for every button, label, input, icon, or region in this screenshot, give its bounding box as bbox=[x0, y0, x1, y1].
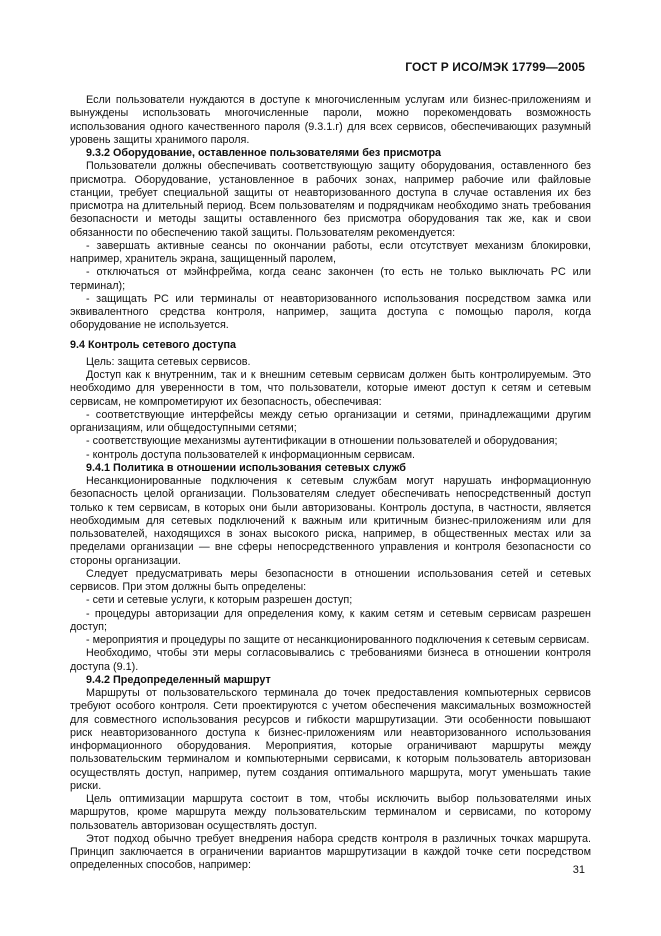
paragraph: Цель: защита сетевых сервисов. bbox=[86, 355, 251, 368]
paragraph: Несанкционированные подключения к сетевым службам могут нарушать информационную безопасность целой организации. Пользователям следует обеспечивать непосредственный доступ только к тем сервисам, в которых они были авторизованы. Контроль доступа, в частности, является необходимым для сетевых подключений к важным или критичным бизнес-приложениям или для пользователей, находящихся в зонах высокого риска, например, в общественных местах или за пределами организации — вне сферы непосредственного управления и контроля безопасности со стороны организации. bbox=[70, 475, 591, 567]
paragraph: Следует предусматривать меры безопасности в отношении использования сетей и сетевых сервисов. При этом должны быть определены: bbox=[70, 567, 591, 593]
paragraph: - мероприятия и процедуры по защите от несанкционированного подключения к сетевым сервисам. bbox=[86, 634, 590, 646]
paragraph: - завершать активные сеансы по окончании работы, если отсутствует механизм блокировки, например, хранитель экрана, защищенный паролем, bbox=[70, 239, 591, 265]
paragraph: Маршруты от пользовательского терминала до точек предоставления компьютерных сервисов требуют особого контроля. Сети проектируются с учетом обеспечения максимальных возможностей для совместного использования ресурсов и гибкости маршрутизации. Эти особенности повышают риск неавторизованного доступа к бизнес-приложениям или неавторизованного использования информационного оборудования. Мероприятия, которые ограничивают маршруты между пользовательским терминалом и компьютерными сервисами, к которым пользователь авторизован осуществлять доступ, например, путем создания оптимального маршрута, могут уменьшать такие риски. bbox=[70, 687, 591, 792]
document-header: ГОСТ Р ИСО/МЭК 17799—2005 bbox=[405, 60, 585, 74]
paragraph: - отключаться от мэйнфрейма, когда сеанс закончен (то есть не только выключать PC или терминал); bbox=[70, 266, 591, 292]
paragraph: - процедуры авторизации для определения кому, к каким сетям и сетевым сервисам разрешен доступ; bbox=[70, 607, 591, 633]
paragraph: - соответствующие механизмы аутентификации в отношении пользователей и оборудования; bbox=[86, 435, 558, 448]
paragraph: Необходимо, чтобы эти меры согласовывались с требованиями бизнеса в отношении контроля доступа (9.1). bbox=[70, 647, 591, 673]
section-heading: 9.4.2 Предопределенный маршрут bbox=[86, 673, 271, 686]
paragraph: Пользователи должны обеспечивать соответствующую защиту оборудования, оставленного без присмотра. Оборудование, установленное в рабочих зонах, например рабочие или файловые станции, требует специальной защиты от неавторизованного доступа в случае оставления их без присмотра на длительный период. Всем пользователям и подрядчикам необходимо знать требования безопасности и методы защиты оставленного без присмотра оборудования так же, как и свои обязанности по обеспечению такой защиты. Пользователям рекомендуется: bbox=[70, 160, 591, 239]
paragraph: - сети и сетевые услуги, к которым разрешен доступ; bbox=[86, 594, 353, 607]
page-number: 31 bbox=[572, 864, 585, 876]
section-heading: 9.4.1 Политика в отношении использования сетевых служб bbox=[86, 461, 406, 474]
paragraph: Этот подход обычно требует внедрения набора средств контроля в различных точках маршрута. Принцип заключается в ограничении вариантов маршрутизации в каждой точке сети посредством определенных способов, например: bbox=[70, 832, 591, 872]
section-heading: 9.3.2 Оборудование, оставленное пользователями без присмотра bbox=[86, 147, 442, 159]
section-heading: 9.4 Контроль сетевого доступа bbox=[70, 338, 237, 351]
document-body bbox=[70, 94, 591, 873]
paragraph: - соответствующие интерфейсы между сетью организации и сетями, принадлежащими другим организациям, или общедоступными сетями; bbox=[70, 408, 591, 434]
paragraph: Цель оптимизации маршрута состоит в том, чтобы исключить выбор пользователями иных маршрутов, кроме маршрута между пользовательским терминалом и сервисами, по которому пользователь авторизован осуществлять доступ. bbox=[70, 793, 591, 832]
paragraph: Доступ как к внутренним, так и к внешним сетевым сервисам должен быть контролируемым. Это необходимо для уверенности в том, что пользователи, которые имеют доступ к сетям и сетевым сервисам, не компрометируют их безопасность, обеспечивая: bbox=[70, 369, 591, 408]
paragraph: Если пользователи нуждаются в доступе к многочисленным услугам или бизнес-приложениям и вынуждены использовать многочисленные пароли, можно порекомендовать возможность использования одного качественного пароля (9.3.1.г) для всех сервисов, обеспечивающих разумный уровень защиты хранимого пароля. bbox=[70, 94, 591, 146]
paragraph: - защищать PC или терминалы от неавторизованного использования посредством замка или эквивалентного средства контроля, например, защита доступа с помощью пароля, когда оборудование не используется. bbox=[70, 292, 591, 332]
paragraph: - контроль доступа пользователей к информационным сервисам. bbox=[86, 448, 415, 461]
